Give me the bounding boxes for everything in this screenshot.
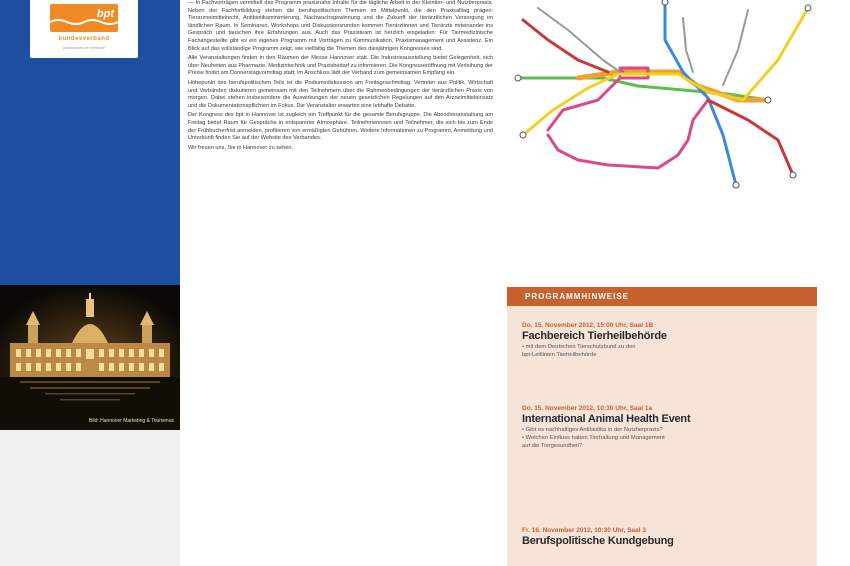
palace-illustration [0,285,180,430]
logo-subtitle: bundesverband [58,36,110,42]
program-box [507,287,817,566]
article-paragraph: Wir freuen uns, Sie in Hannover zu sehen. [188,144,294,151]
article-body [188,0,493,566]
event-date: Do. 15. November 2012, 15:00 Uhr, Saal 1B [522,322,654,329]
event-date: Do. 15. November 2012, 10:30 Uhr, Saal 1a [522,405,653,412]
photo-caption: Bild: Hannover Marketing & Tourismus [89,418,174,424]
blue-band [0,0,180,285]
event-bullet: bpt-Leitlinien Tierheilbehörde [522,352,597,358]
event-title: Berufspolitische Kundgebung [522,535,674,547]
map-station [662,0,668,5]
article-paragraph: — In Fachvorträgen vermittelt das Programm praxisnahe Inhalte für die tägliche Arbeit in der Kleintier- und Nutztierpraxis. Neben der Fachfortbildung stehen die berufspolitischen Themen im Mittelpunkt, die den Praxisalltag prägen: Tierarzneimittelrecht, Antibiotikaminimierung, Nachwuchsgewinnung und die Zukunft der tierärztlichen Versorgung im ländlichen Raum. In Seminaren, Workshops und Diskussionsrunden kommen Tierärztinnen und Tierärzte miteinander ins Gespräch und tauschen ihre Erfahrungen aus. Auch das Praxisteam ist herzlich eingeladen: Für Tiermedizinische Fachangestellte gibt es ein eigenes Programm mit Vorträgen zu Kommunikation, Praxismanagement und Assistenz. Ein Blick auf das vollständige Programm zeigt, wie vielfältig die Themen des diesjährigen Kongresses sind. [188,0,493,52]
event-date: Fr. 16. November 2012, 10:30 Uhr, Saal 3 [522,527,646,534]
map-station [733,182,739,188]
article-paragraph: Höhepunkt des berufspolitischen Teils ist die Podiumsdiskussion am Freitagnachmittag. Vertreter aus Politik, Wirtschaft und Verbänden diskutieren gemeinsam mit den Teilnehmern über die Rahmenbedingungen der tierärztlichen Praxis von morgen. Dabei stehen insbesondere die Auswirkungen der neuen gesetzlichen Regelungen auf den Arzneimitteleinsatz und die Dokumentationspflichten im Fokus. Die Veranstalter erwarten eine lebhafte Debatte. [188,79,493,109]
transit-map [508,0,818,200]
program-event[interactable] [522,526,802,548]
event-bullet: auf die Tiergesundheit? [522,443,583,449]
program-event[interactable] [522,321,802,359]
logo-mark [50,4,118,32]
logo-tagline: praktizierender tierärzte [62,45,106,50]
logo-text: bpt [96,8,114,20]
map-station [515,75,521,81]
program-header: PROGRAMMHINWEISE [507,287,817,306]
night-palace-photo [0,285,180,430]
left-column [0,0,180,566]
article-paragraph: Alle Veranstaltungen finden in den Räumen der Messe Hannover statt. Die Industrieausstellung bietet Gelegenheit, sich über Neuheiten aus Pharmazie, Medizintechnik und Praxisbedarf zu informieren. Die Kongresseröffnung mit Verleihung der Preise findet am Donnerstagvormittag statt; im Anschluss lädt der Verband zum gemeinsamen Empfang ein. [188,55,493,77]
grey-band [0,430,180,566]
event-title: International Animal Health Event [522,413,691,425]
map-station [805,5,811,11]
event-bullet: • Welchen Einfluss haben Tierhaltung und Management [522,435,665,441]
event-bullet: • mit dem Deutschen Tierschutzbund zu den [522,344,636,350]
article-paragraph: Der Kongress des bpt in Hannover ist zugleich ein Treffpunkt für die gesamte Berufsgruppe. Die Abendveranstaltung am Freitag bietet Raum für Gespräche in entspannter Atmosphäre. Teilnehmerinnen und Teilnehmer, die sich bis zum Ende der Frühbucherfrist anmelden, profitieren von ermäßigten Gebühren. Weitere Informationen zu Programm, Anmeldung und Unterkunft finden Sie auf der Website des Verbandes. [188,112,493,142]
map-station [765,97,771,103]
program-event[interactable] [522,404,802,450]
bpt-logo[interactable] [30,0,138,58]
map-station [790,172,796,178]
event-title: Fachbereich Tierheilbehörde [522,330,667,342]
map-station [520,132,526,138]
event-bullet: • Gibt es nachhaltiges Antibiotika in der Nutztierpraxis? [522,427,663,433]
